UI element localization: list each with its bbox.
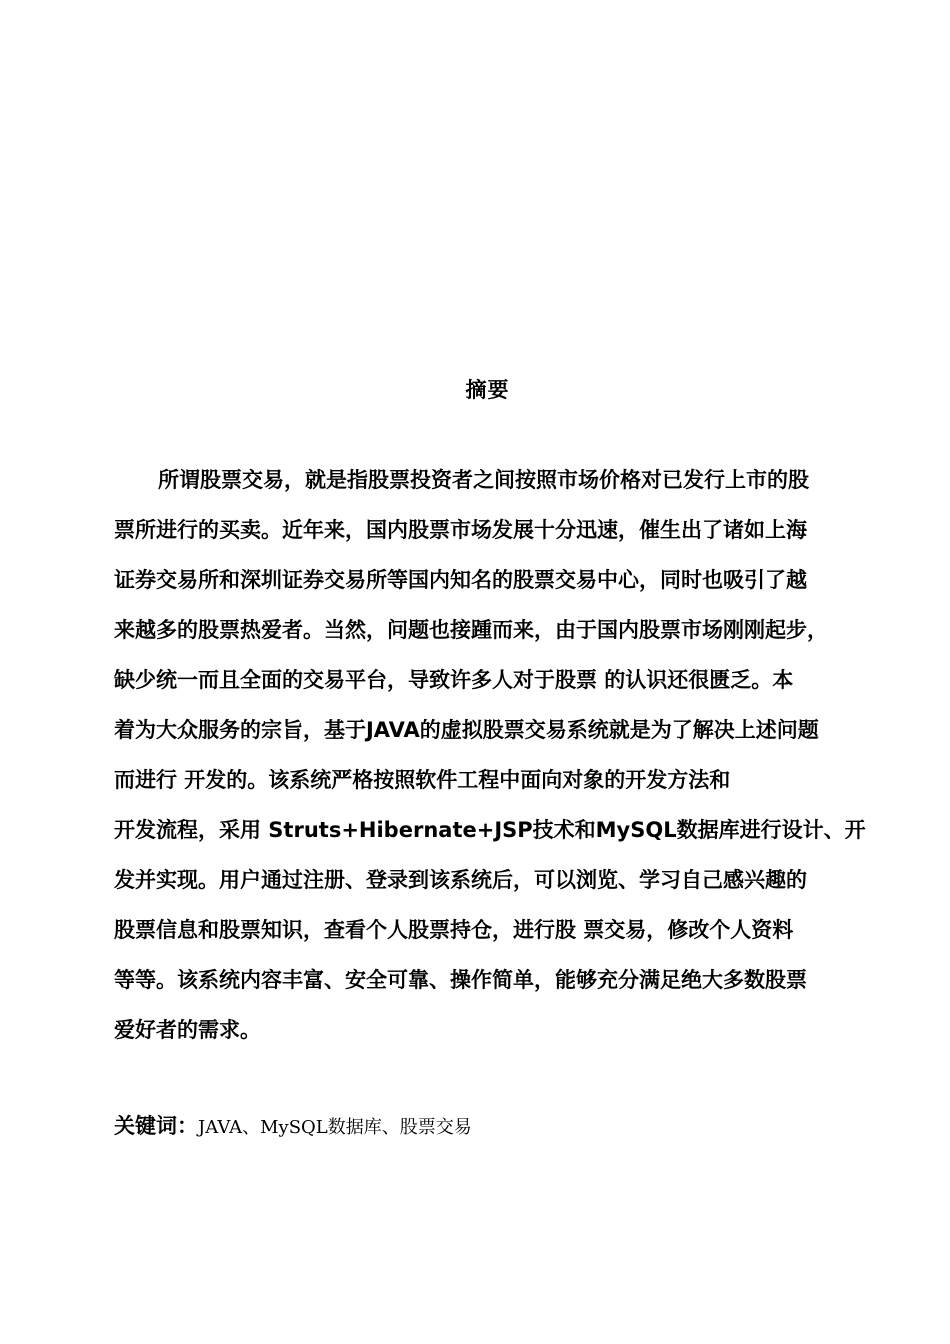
abstract-line-9: 发并实现。用户通过注册、登录到该系统后，可以浏览、学习自己感兴趣的	[114, 868, 807, 892]
abstract-title: 摘要	[465, 378, 510, 402]
keywords-label: 关键词：	[114, 1114, 198, 1138]
abstract-line-1: 所谓股票交易，就是指股票投资者之间按照市场价格对已发行上市的股	[158, 468, 809, 492]
abstract-line-2: 票所进行的买卖。近年来，国内股票市场发展十分迅速，催生出了诸如上海	[114, 518, 807, 542]
abstract-line-4: 来越多的股票热爱者。当然，问题也接踵而来，由于国内股票市场刚刚起步，	[114, 618, 828, 642]
keywords	[114, 1110, 472, 1144]
abstract-line-8: 开发流程，采用 Struts+Hibernate+JSP技术和MySQL数据库进行设计、开	[114, 818, 866, 842]
abstract-line-3: 证券交易所和深圳证券交易所等国内知名的股票交易中心，同时也吸引了越	[114, 568, 807, 592]
abstract-line-11: 等等。该系统内容丰富、安全可靠、操作简单，能够充分满足绝大多数股票	[114, 968, 807, 992]
abstract-line-10: 股票信息和股票知识，查看个人股票持仓，进行股 票交易，修改个人资料	[114, 918, 794, 942]
abstract-line-12: 爱好者的需求。	[114, 1018, 261, 1042]
abstract-line-5: 缺少统一而且全面的交易平台，导致许多人对于股票 的认识还很匮乏。本	[114, 668, 794, 692]
abstract-line-6: 着为大众服务的宗旨，基于JAVA的虚拟股票交易系统就是为了解决上述问题	[114, 718, 819, 742]
keywords-value: JAVA、MySQL数据库、股票交易	[198, 1117, 472, 1138]
abstract-line-7: 而进行 开发的。该系统严格按照软件工程中面向对象的开发方法和	[114, 768, 731, 792]
